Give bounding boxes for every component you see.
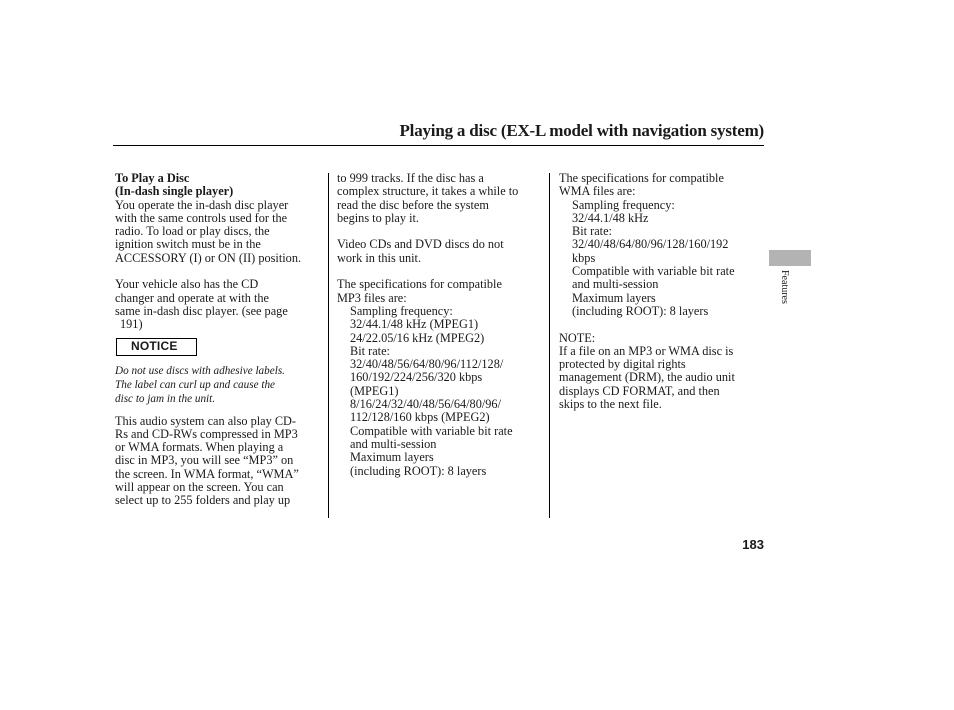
- spec-line: 32/40/48/64/80/96/128/160/192: [572, 237, 729, 252]
- text-line: select up to 255 folders and play up: [115, 493, 291, 508]
- text-line: same in-dash disc player. (see page: [115, 303, 288, 318]
- text-line: disc in MP3, you will see “MP3” on: [115, 453, 294, 468]
- paragraph-cd-changer: [115, 278, 320, 331]
- page-title: Playing a disc (EX-L model with navigation system): [399, 121, 764, 140]
- paragraph-mp3-wma: [115, 415, 320, 508]
- text-line: ACCESSORY (I) or ON (II) position.: [115, 250, 302, 265]
- notice-text: [115, 364, 320, 406]
- text-line: begins to play it.: [337, 210, 419, 225]
- text-line: protected by digital rights: [559, 357, 686, 372]
- column-divider-1: [328, 173, 329, 518]
- column-3: [559, 172, 764, 411]
- spec-line: Sampling frequency:: [572, 197, 675, 212]
- spec-line: 112/128/160 kbps (MPEG2): [350, 410, 490, 425]
- page-number: 183: [742, 537, 764, 552]
- section-subheading: (In-dash single player): [115, 184, 234, 199]
- spec-line: (MPEG1): [350, 383, 399, 398]
- text-line: will appear on the screen. You can: [115, 480, 284, 495]
- note-label: NOTE:: [559, 330, 596, 345]
- text-line: ignition switch must be in the: [115, 237, 261, 252]
- column-1: [115, 172, 320, 508]
- column-divider-2: [549, 173, 550, 518]
- spec-line: Maximum layers: [572, 290, 656, 305]
- spec-line: (including ROOT): 8 layers: [350, 463, 487, 478]
- text-line: displays CD FORMAT, and then: [559, 383, 720, 398]
- text-line: complex structure, it takes a while to: [337, 184, 519, 199]
- text-line: The specifications for compatible: [337, 277, 502, 292]
- text-line: to 999 tracks. If the disc has a: [337, 171, 484, 185]
- text-line: The label can curl up and cause the: [115, 378, 276, 391]
- text-line: with the same controls used for the: [115, 210, 288, 225]
- spec-line: 32/44.1/48 kHz (MPEG1): [350, 317, 479, 332]
- spec-line: and multi-session: [572, 277, 659, 292]
- spec-line: Bit rate:: [350, 343, 390, 358]
- spec-line: Compatible with variable bit rate: [350, 423, 513, 438]
- spec-line: 32/40/48/56/64/80/96/112/128/: [350, 357, 504, 372]
- page-reference: 191): [120, 317, 143, 332]
- wma-spec-list: [559, 199, 764, 319]
- text-line: Do not use discs with adhesive labels.: [115, 364, 285, 377]
- text-line: work in this unit.: [337, 250, 422, 265]
- text-line: The specifications for compatible: [559, 171, 724, 185]
- spec-line: and multi-session: [350, 436, 437, 451]
- section-heading: To Play a Disc: [115, 171, 190, 185]
- paragraph-wma-spec-intro: [559, 172, 764, 199]
- spec-line: Maximum layers: [350, 450, 434, 465]
- paragraph-track-limit: [337, 172, 542, 225]
- text-line: radio. To load or play discs, the: [115, 224, 270, 239]
- spec-line: 160/192/224/256/320 kbps: [350, 370, 483, 385]
- text-line: read the disc before the system: [337, 197, 489, 212]
- paragraph-mp3-spec-intro: [337, 278, 542, 305]
- paragraph-drm-note: [559, 345, 764, 411]
- spec-line: Sampling frequency:: [350, 303, 453, 318]
- spec-line: (including ROOT): 8 layers: [572, 303, 709, 318]
- text-line: management (DRM), the audio unit: [559, 370, 735, 385]
- column-2: [337, 172, 542, 478]
- notice-badge: NOTICE: [116, 338, 197, 356]
- title-rule: [113, 145, 764, 146]
- side-section-label: Features: [779, 270, 790, 304]
- spec-line: Compatible with variable bit rate: [572, 264, 735, 279]
- text-line: You operate the in-dash disc player: [115, 197, 289, 212]
- text-line: WMA files are:: [559, 184, 636, 199]
- spec-line: 8/16/24/32/40/48/56/64/80/96/: [350, 397, 501, 412]
- text-line: changer and operate at with the: [115, 290, 269, 305]
- text-line: disc to jam in the unit.: [115, 392, 216, 405]
- text-line: This audio system can also play CD-: [115, 413, 297, 428]
- text-line: skips to the next file.: [559, 397, 662, 412]
- spec-line: Bit rate:: [572, 224, 612, 239]
- paragraph-operate-player: [115, 199, 320, 265]
- text-line: or WMA formats. When playing a: [115, 440, 284, 455]
- paragraph-video-cd: [337, 238, 542, 265]
- spec-line: 32/44.1/48 kHz: [572, 210, 649, 225]
- text-line: Rs and CD-RWs compressed in MP3: [115, 426, 298, 441]
- text-line: If a file on an MP3 or WMA disc is: [559, 343, 734, 358]
- text-line: Video CDs and DVD discs do not: [337, 237, 504, 252]
- text-line: MP3 files are:: [337, 290, 407, 305]
- spec-line: kbps: [572, 250, 596, 265]
- text-line: Your vehicle also has the CD: [115, 277, 259, 292]
- section-tab-marker: [769, 250, 811, 266]
- text-line: the screen. In WMA format, “WMA”: [115, 466, 299, 481]
- mp3-spec-list: [337, 305, 542, 478]
- spec-line: 24/22.05/16 kHz (MPEG2): [350, 330, 485, 345]
